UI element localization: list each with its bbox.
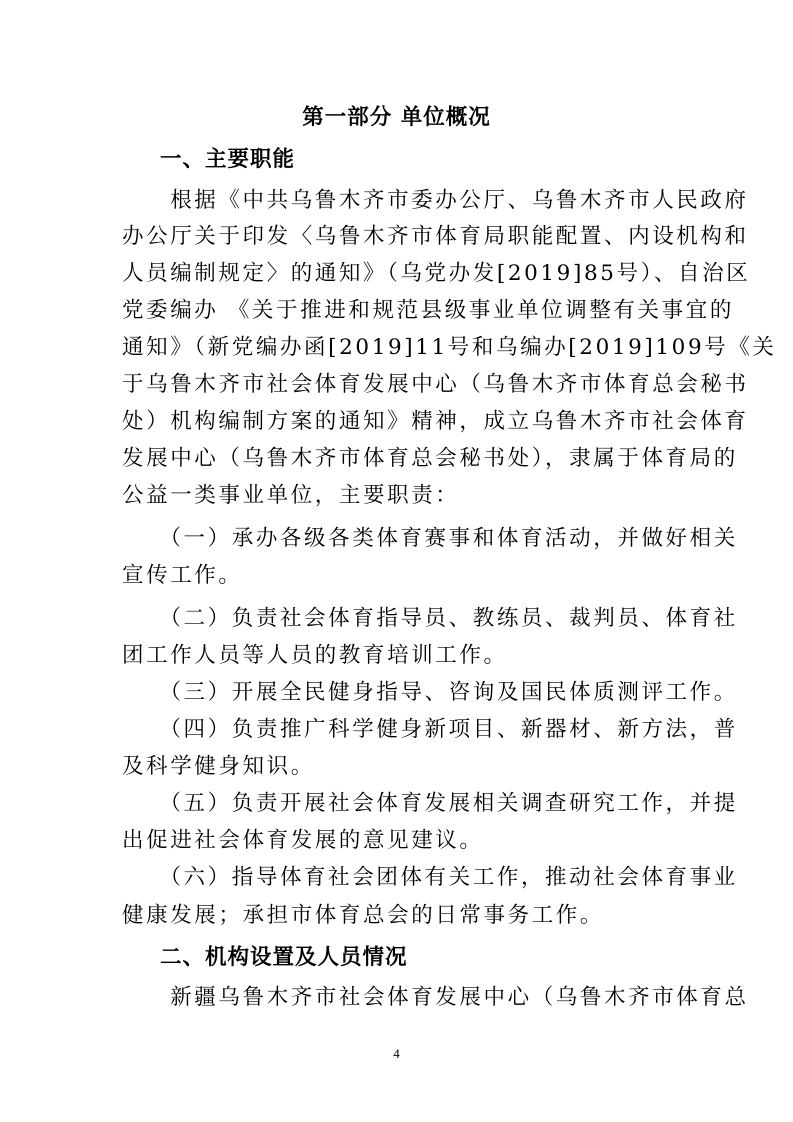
- duty-line: 宣传工作。: [122, 563, 243, 588]
- duty-line: （二）负责社会体育指导员、教练员、裁判员、体育社: [122, 606, 738, 631]
- paragraph-line: 人员编制规定〉的通知》（乌党办发[2019]85号）、自治区: [122, 261, 751, 286]
- section-heading-main-functions: 一、主要职能: [160, 147, 296, 172]
- paragraph-line: 于乌鲁木齐市社会体育发展中心（乌鲁木齐市体育总会秘书: [122, 372, 749, 397]
- duty-line: （六）指导体育社会团体有关工作，推动社会体育事业: [122, 865, 738, 890]
- paragraph-line: 党委编办 《关于推进和规范县级事业单位调整有关事宜的: [122, 298, 734, 323]
- paragraph-line: 根据《中共乌鲁木齐市委办公厅、乌鲁木齐市人民政府: [122, 188, 749, 213]
- page-title: 第一部分 单位概况: [302, 105, 491, 130]
- duty-line: 出促进社会体育发展的意见建议。: [122, 828, 484, 853]
- duty-line: 及科学健身知识。: [122, 754, 315, 779]
- paragraph-line: 发展中心（乌鲁木齐市体育总会秘书处），隶属于体育局的: [122, 446, 738, 471]
- section-heading-organization: 二、机构设置及人员情况: [160, 945, 408, 970]
- duty-line: 团工作人员等人员的教育培训工作。: [122, 643, 508, 668]
- duty-line: （一）承办各级各类体育赛事和体育活动，并做好相关: [122, 526, 738, 551]
- duty-line: （三）开展全民健身指导、咨询及国民体质测评工作。: [122, 680, 738, 705]
- page-number: 4: [393, 1046, 400, 1061]
- duty-line: （五）负责开展社会体育发展相关调查研究工作，并提: [122, 791, 738, 816]
- paragraph-line: 处）机构编制方案的通知》精神，成立乌鲁木齐市社会体育: [122, 409, 749, 434]
- duty-line: 健康发展；承担市体育总会的日常事务工作。: [122, 903, 605, 928]
- paragraph-line: 新疆乌鲁木齐市社会体育发展中心（乌鲁木齐市体育总: [122, 985, 749, 1010]
- duty-line: （四）负责推广科学健身新项目、新器材、新方法，普: [122, 717, 738, 742]
- paragraph-line: 公益一类事业单位，主要职责：: [122, 483, 460, 508]
- paragraph-line: 通知》（新党编办函[2019]11号和乌编办[2019]109号《关: [122, 335, 777, 360]
- paragraph-line: 办公厅关于印发〈乌鲁木齐市体育局职能配置、内设机构和: [122, 224, 749, 249]
